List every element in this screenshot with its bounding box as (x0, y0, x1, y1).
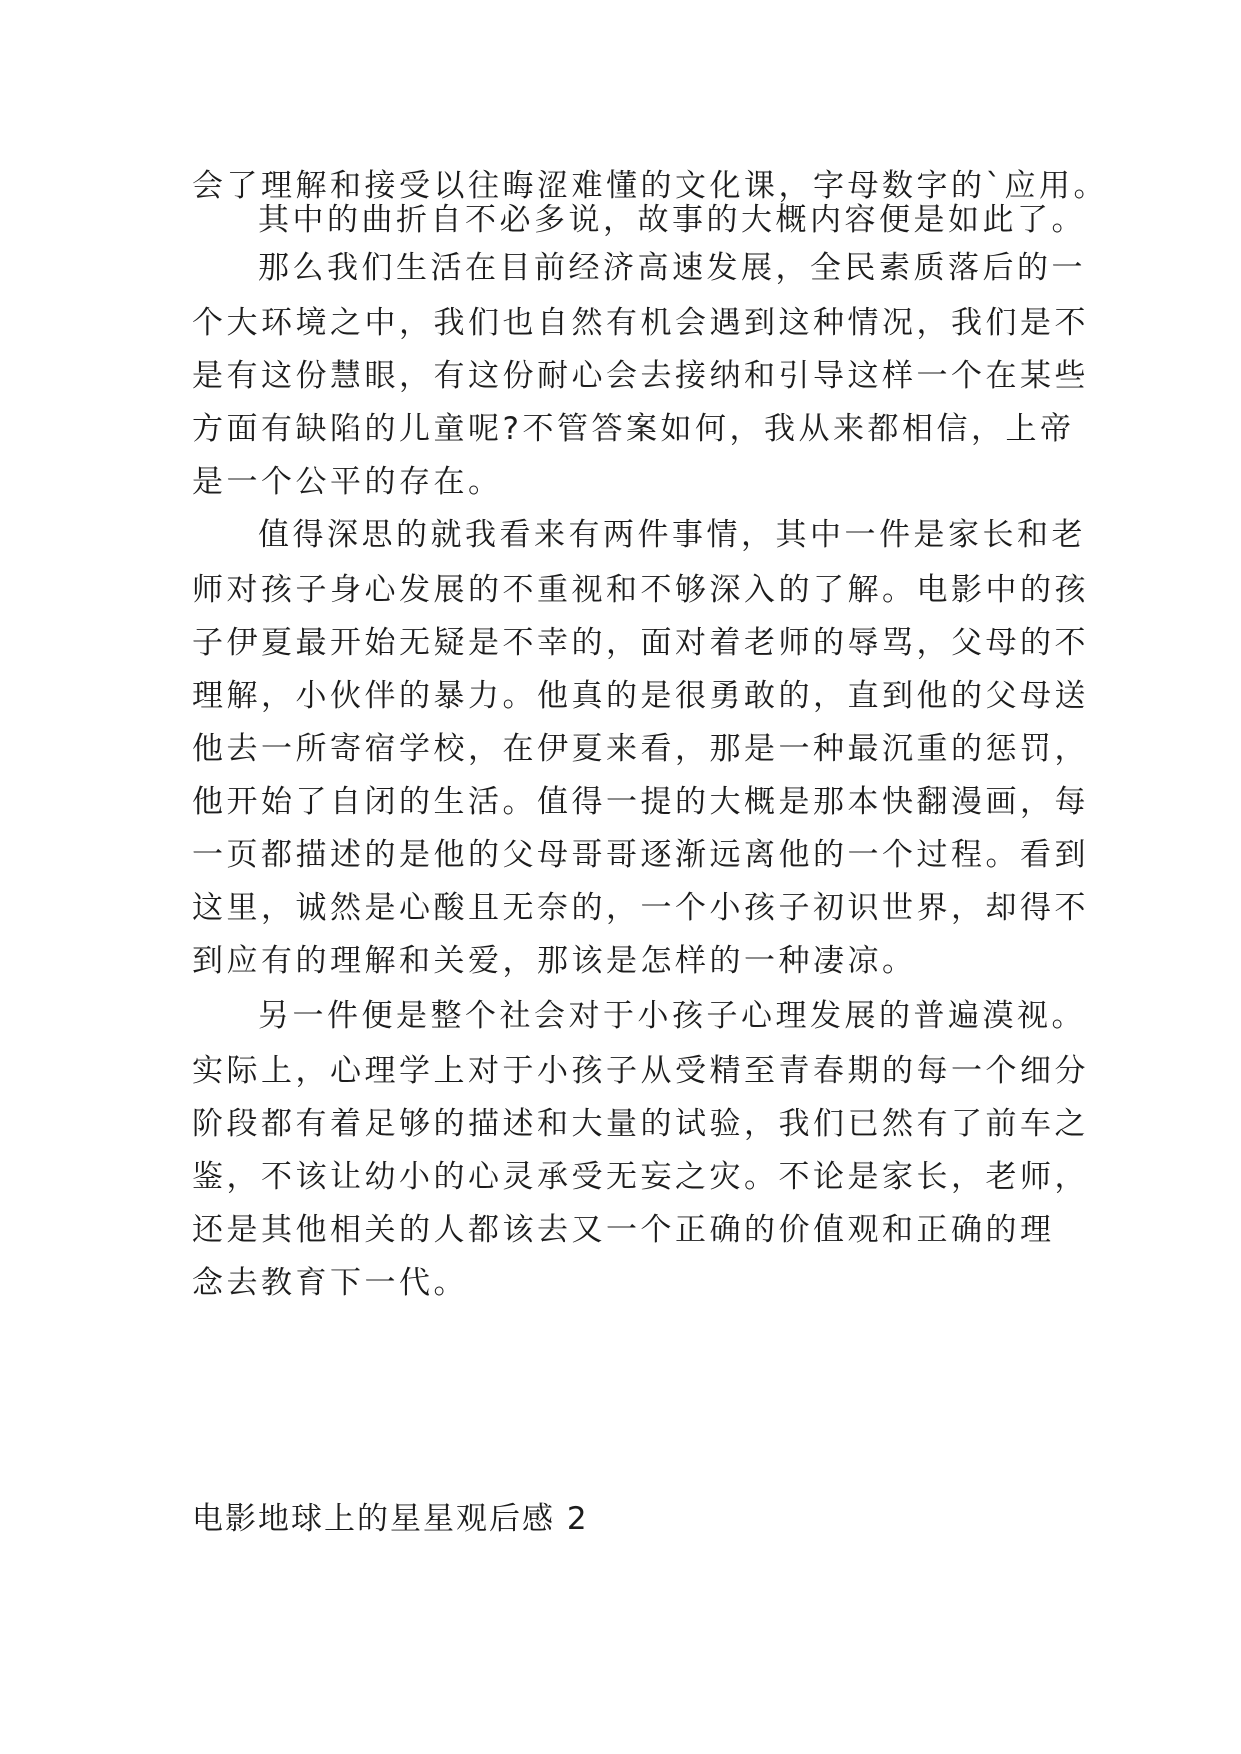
text-line: 他去一所寄宿学校，在伊夏来看，那是一种最沉重的惩罚， (192, 731, 1089, 767)
text-line: 到应有的理解和关爱，那该是怎样的一种凄凉。 (192, 943, 917, 979)
text-line: 一页都描述的是他的父母哥哥逐渐远离他的一个过程。看到 (192, 837, 1089, 873)
section-heading: 电影地球上的星星观后感 2 (192, 1501, 589, 1537)
text-line: 实际上，心理学上对于小孩子从受精至青春期的每一个细分 (192, 1053, 1089, 1089)
text-line: 是一个公平的存在。 (192, 464, 503, 500)
text-line: 师对孩子身心发展的不重视和不够深入的了解。电影中的孩 (192, 572, 1089, 608)
paragraph-first-line: 那么我们生活在目前经济高速发展，全民素质落后的一 (258, 250, 1086, 286)
text-line: 方面有缺陷的儿童呢?不管答案如何，我从来都相信，上帝 (192, 411, 1075, 447)
paragraph-first-line: 其中的曲折自不必多说，故事的大概内容便是如此了。 (258, 202, 1086, 238)
text-line: 会了理解和接受以往晦涩难懂的文化课，字母数字的`应用。 (192, 168, 1108, 204)
text-line: 还是其他相关的人都该去又一个正确的价值观和正确的理 (192, 1212, 1055, 1248)
text-line: 是有这份慧眼，有这份耐心会去接纳和引导这样一个在某些 (192, 358, 1089, 394)
paragraph-first-line: 另一件便是整个社会对于小孩子心理发展的普遍漠视。 (258, 998, 1086, 1034)
text-line: 他开始了自闭的生活。值得一提的大概是那本快翻漫画，每 (192, 784, 1089, 820)
text-line: 子伊夏最开始无疑是不幸的，面对着老师的辱骂，父母的不 (192, 625, 1089, 661)
text-line: 念去教育下一代。 (192, 1265, 468, 1301)
paragraph-first-line: 值得深思的就我看来有两件事情，其中一件是家长和老 (258, 517, 1086, 553)
text-line: 理解，小伙伴的暴力。他真的是很勇敢的，直到他的父母送 (192, 678, 1089, 714)
text-line: 阶段都有着足够的描述和大量的试验，我们已然有了前车之 (192, 1106, 1089, 1142)
text-line: 鉴，不该让幼小的心灵承受无妄之灾。不论是家长，老师， (192, 1159, 1089, 1195)
text-line: 个大环境之中，我们也自然有机会遇到这种情况，我们是不 (192, 305, 1089, 341)
text-line: 这里，诚然是心酸且无奈的，一个小孩子初识世界，却得不 (192, 890, 1089, 926)
